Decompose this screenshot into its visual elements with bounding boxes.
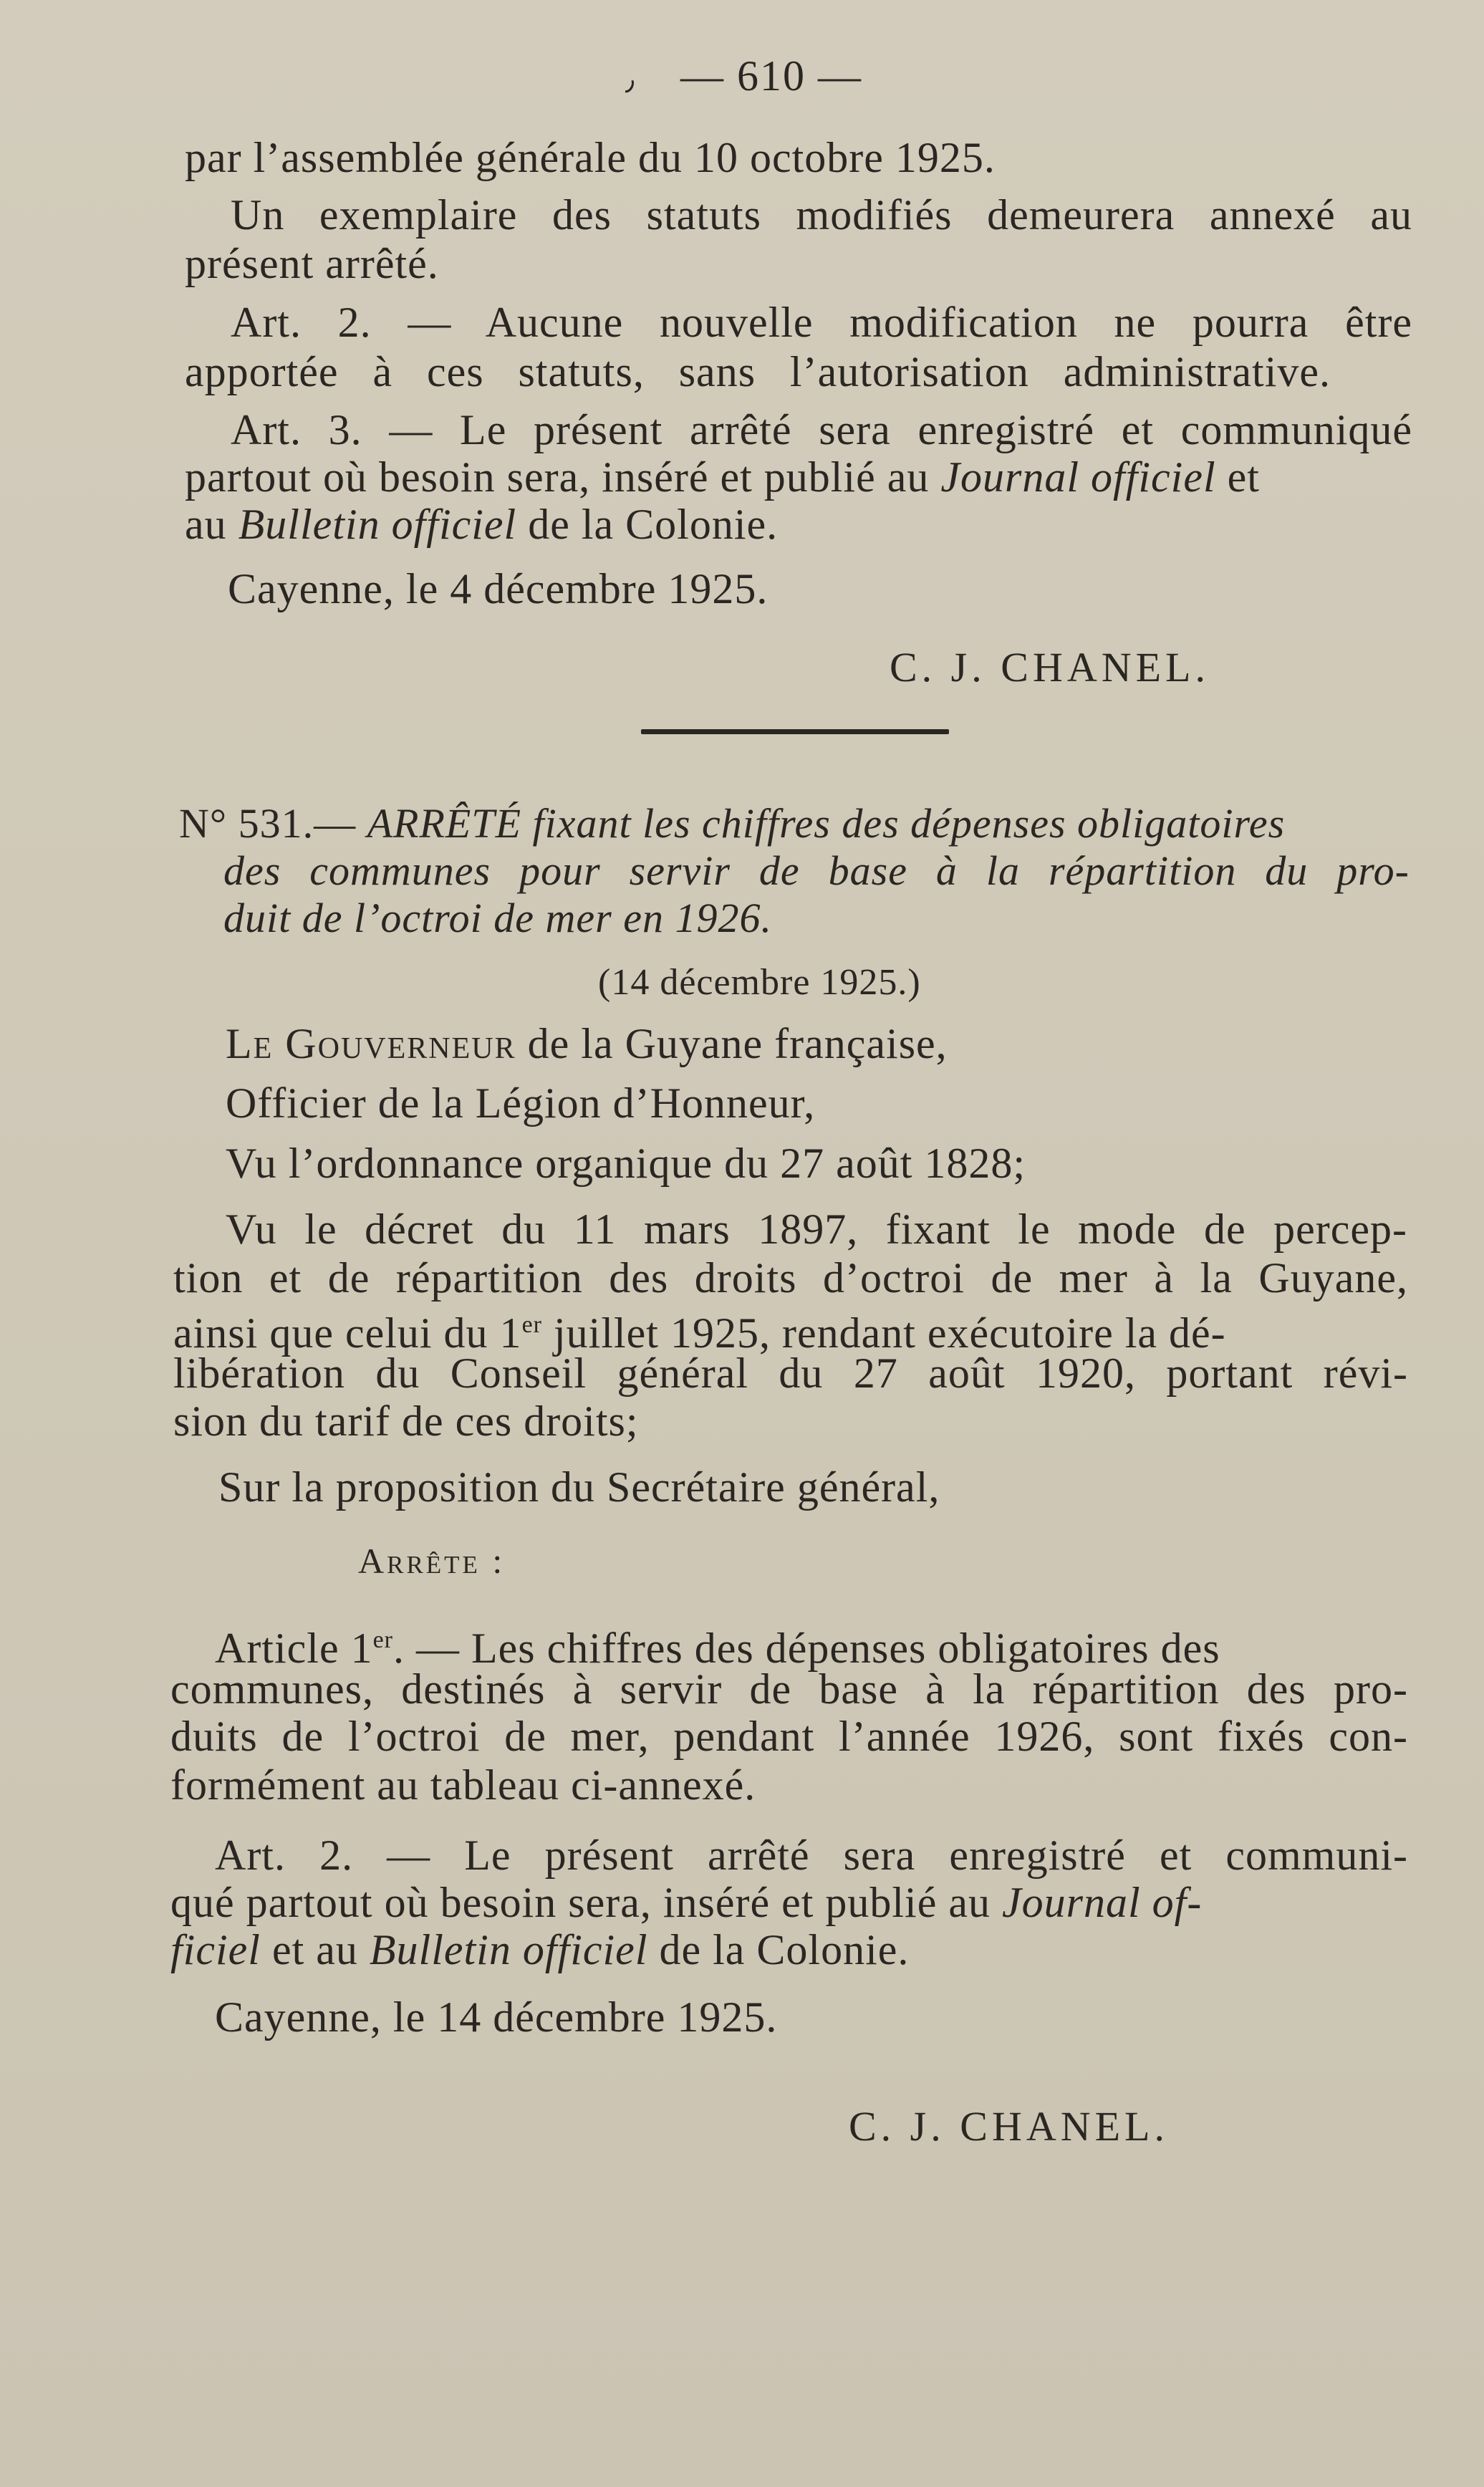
date-line: Cayenne, le 14 décembre 1925. (215, 1993, 778, 2041)
visa-line: tion et de répartition des droits d’octroi de mer à la Guyane, (173, 1254, 1408, 1302)
decree-title-line: N° 531.— ARRÊTÉ fixant les chiffres des dépenses obligatoires (179, 800, 1286, 847)
article-line: Art. 2. — Le présent arrêté sera enregistré et communi- (215, 1832, 1408, 1879)
bulletin-officiel-ref: Bulletin officiel (238, 501, 517, 548)
proposition-line: Sur la proposition du Secrétaire général, (218, 1463, 940, 1511)
arrete-label: Arrête : (358, 1541, 506, 1581)
text-line: présent arrêté. (185, 240, 439, 287)
visa-line: libération du Conseil général du 27 août 1920, portant révi- (173, 1350, 1408, 1397)
authority-line: Le Gouverneur de la Guyane française, (226, 1020, 948, 1067)
decree-title-line: duit de l’octroi de mer en 1926. (223, 895, 772, 941)
visa-line: sion du tarif de ces droits; (173, 1398, 639, 1445)
decree-number: N° 531.— (179, 800, 367, 847)
decree-title-line: des communes pour servir de base à la répartition du pro- (223, 847, 1410, 894)
visa-line: Vu le décret du 11 mars 1897, fixant le mode de percep- (226, 1206, 1407, 1253)
visa-line: ainsi que celui du 1er juillet 1925, rendant exécutoire la dé- (173, 1309, 1226, 1357)
text-line: par l’assemblée générale du 10 octobre 1925. (185, 134, 996, 181)
article-line: formément au tableau ci-annexé. (170, 1761, 756, 1809)
text-line: au Bulletin officiel de la Colonie. (185, 501, 779, 548)
date-line: Cayenne, le 4 décembre 1925. (228, 565, 768, 612)
text-line: apportée à ces statuts, sans l’autorisation administrative. (185, 348, 1331, 395)
signature: C. J. CHANEL. (849, 2103, 1169, 2150)
journal-officiel-ref: Journal officiel (940, 453, 1216, 501)
article-line: Article 1er. — Les chiffres des dépenses obligatoires des (215, 1625, 1220, 1672)
officer-line: Officier de la Légion d’Honneur, (226, 1079, 816, 1127)
decree-date: (14 décembre 1925.) (598, 962, 921, 1003)
section-divider (641, 729, 949, 734)
text-line: Art. 3. — Le présent arrêté sera enregistré et communiqué (231, 406, 1412, 453)
text-line: partout où besoin sera, inséré et publié au Journal officiel et (185, 453, 1260, 501)
page-number: — 610 — (680, 52, 862, 100)
article-line: duits de l’octroi de mer, pendant l’année 1926, sont fixés con- (170, 1713, 1408, 1760)
article-line: communes, destinés à servir de base à la répartition des pro- (170, 1665, 1408, 1713)
signature: C. J. CHANEL. (890, 644, 1210, 691)
article-line: qué partout où besoin sera, inséré et publié au Journal of- (170, 1879, 1203, 1926)
article-line: ficiel et au Bulletin officiel de la Colonie. (170, 1926, 910, 1973)
ink-mark: ٫ (625, 64, 635, 96)
visa-line: Vu l’ordonnance organique du 27 août 1828; (226, 1140, 1026, 1187)
text-line: Art. 2. — Aucune nouvelle modification ne pourra être (231, 299, 1412, 346)
text-line: Un exemplaire des statuts modifiés demeurera annexé au (231, 191, 1412, 239)
